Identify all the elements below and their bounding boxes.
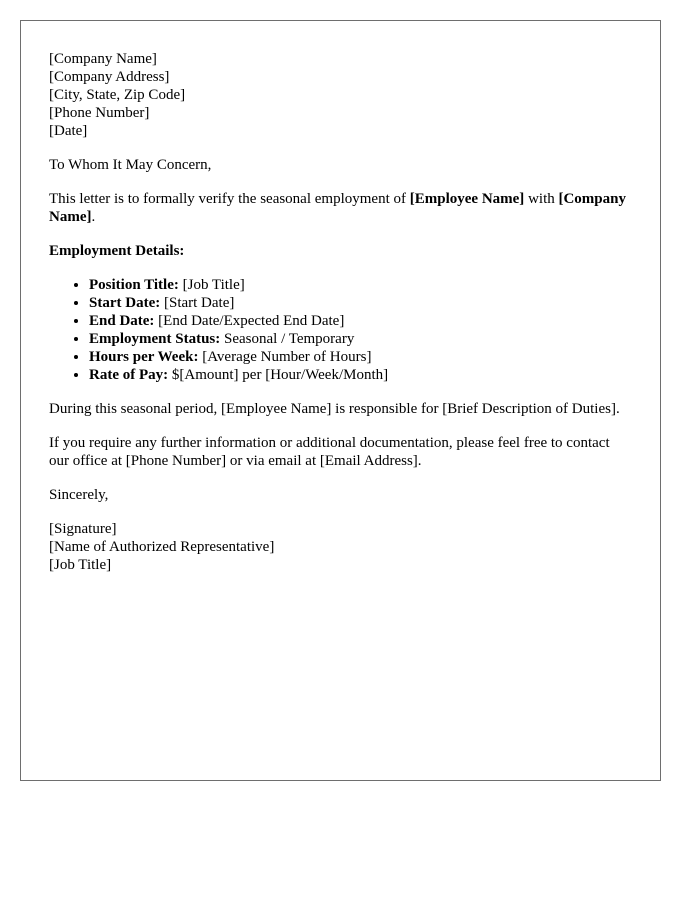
detail-label: End Date: bbox=[89, 313, 155, 329]
detail-label: Rate of Pay: bbox=[89, 367, 169, 383]
detail-employment-status bbox=[89, 330, 632, 348]
letter-document bbox=[20, 20, 661, 781]
details-heading bbox=[49, 242, 632, 260]
detail-value: [Job Title] bbox=[178, 277, 245, 293]
city-state-zip: [City, State, Zip Code] bbox=[49, 87, 186, 103]
representative-name: [Name of Authorized Representative] bbox=[49, 539, 275, 555]
detail-label: Position Title: bbox=[89, 277, 179, 293]
duties-paragraph: During this seasonal period, [Employee Name] is responsible for [Brief Description of Duties]. bbox=[49, 401, 620, 417]
intro-text-middle: with bbox=[524, 191, 559, 207]
detail-rate-of-pay bbox=[89, 366, 632, 384]
detail-value: Seasonal / Temporary bbox=[220, 331, 355, 347]
closing: Sincerely, bbox=[49, 487, 109, 503]
detail-hours-per-week bbox=[89, 348, 632, 366]
detail-value: $[Amount] per [Hour/Week/Month] bbox=[168, 367, 389, 383]
salutation: To Whom It May Concern, bbox=[49, 157, 212, 173]
intro-paragraph bbox=[49, 190, 632, 226]
intro-company-name: [Company Name] bbox=[49, 191, 626, 225]
intro-employee-name: [Employee Name] bbox=[409, 191, 525, 207]
intro-text-before: This letter is to formally verify the seasonal employment of bbox=[49, 191, 410, 207]
signature-line: [Signature] bbox=[49, 521, 117, 537]
employment-details-list bbox=[49, 276, 632, 384]
details-heading-text: Employment Details: bbox=[49, 243, 185, 259]
intro-text-after: . bbox=[91, 209, 96, 225]
company-address: [Company Address] bbox=[49, 69, 170, 85]
representative-title: [Job Title] bbox=[49, 557, 112, 573]
detail-label: Start Date: bbox=[89, 295, 161, 311]
detail-label: Hours per Week: bbox=[89, 349, 199, 365]
detail-value: [Start Date] bbox=[160, 295, 235, 311]
detail-end-date bbox=[89, 312, 632, 330]
signature-block bbox=[49, 520, 632, 574]
company-name: [Company Name] bbox=[49, 51, 157, 67]
sender-block bbox=[49, 50, 632, 140]
detail-position-title bbox=[89, 276, 632, 294]
contact-paragraph: If you require any further information or additional documentation, please feel free to contact our office at [Phone Number] or via email at [Email Address]. bbox=[49, 435, 610, 469]
letter-date: [Date] bbox=[49, 123, 88, 139]
detail-value: [End Date/Expected End Date] bbox=[154, 313, 345, 329]
phone-number: [Phone Number] bbox=[49, 105, 150, 121]
detail-start-date bbox=[89, 294, 632, 312]
detail-value: [Average Number of Hours] bbox=[198, 349, 372, 365]
detail-label: Employment Status: bbox=[89, 331, 221, 347]
